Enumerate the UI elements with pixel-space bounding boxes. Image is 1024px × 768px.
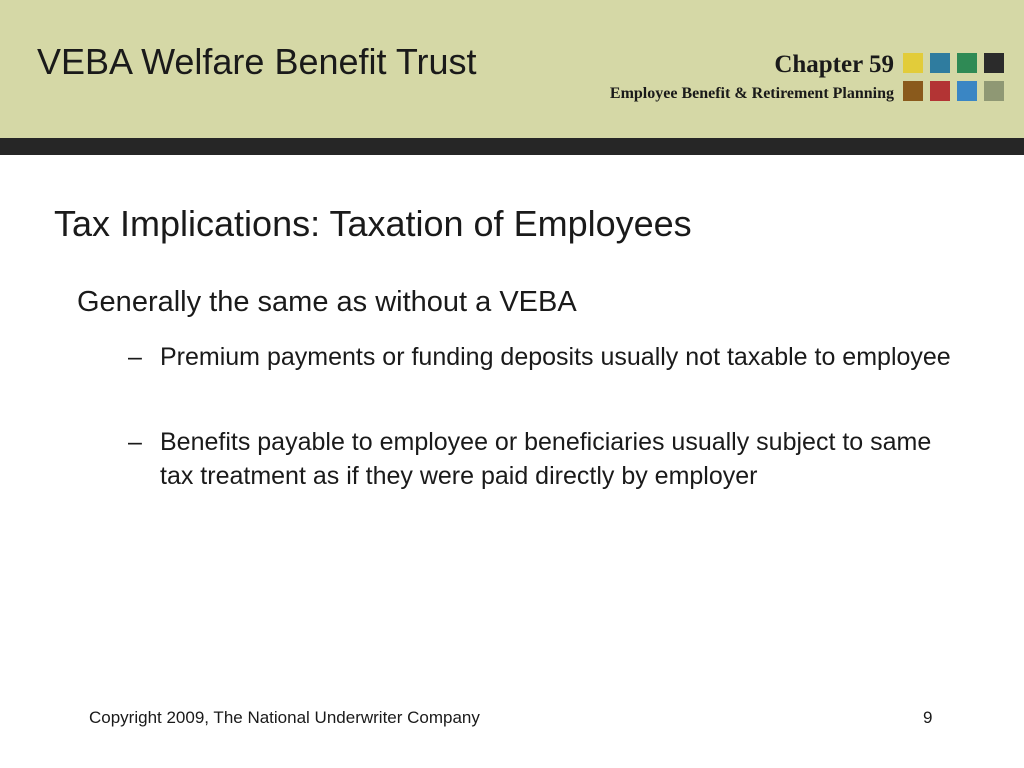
- swatch-brown: [903, 81, 923, 101]
- footer-page-number: 9: [923, 708, 933, 727]
- swatch-yellow: [903, 53, 923, 73]
- swatch-sage: [984, 81, 1004, 101]
- swatch-teal: [930, 53, 950, 73]
- dash-marker: –: [128, 343, 142, 371]
- dash-marker: –: [128, 428, 142, 456]
- slide-title: Tax Implications: Taxation of Employees: [54, 203, 692, 244]
- sub-bullet-premium: Premium payments or funding deposits usually not taxable to employee: [160, 343, 951, 371]
- footer-copyright: Copyright 2009, The National Underwriter Company: [89, 708, 480, 727]
- sub-bullet-benefits: Benefits payable to employee or beneficiaries usually subject to same tax treatment as if they were paid directly by employer: [160, 428, 932, 490]
- book-subtitle: Employee Benefit & Retirement Planning: [609, 85, 894, 102]
- chapter-label: Chapter 59: [774, 51, 894, 78]
- swatch-blue: [957, 81, 977, 101]
- deck-title: VEBA Welfare Benefit Trust: [37, 41, 477, 82]
- header-divider-bar: [0, 138, 1024, 155]
- lead-bullet: Generally the same as without a VEBA: [77, 286, 577, 318]
- header-band: [0, 0, 1024, 138]
- swatch-black: [984, 53, 1004, 73]
- swatch-red: [930, 81, 950, 101]
- swatch-green: [957, 53, 977, 73]
